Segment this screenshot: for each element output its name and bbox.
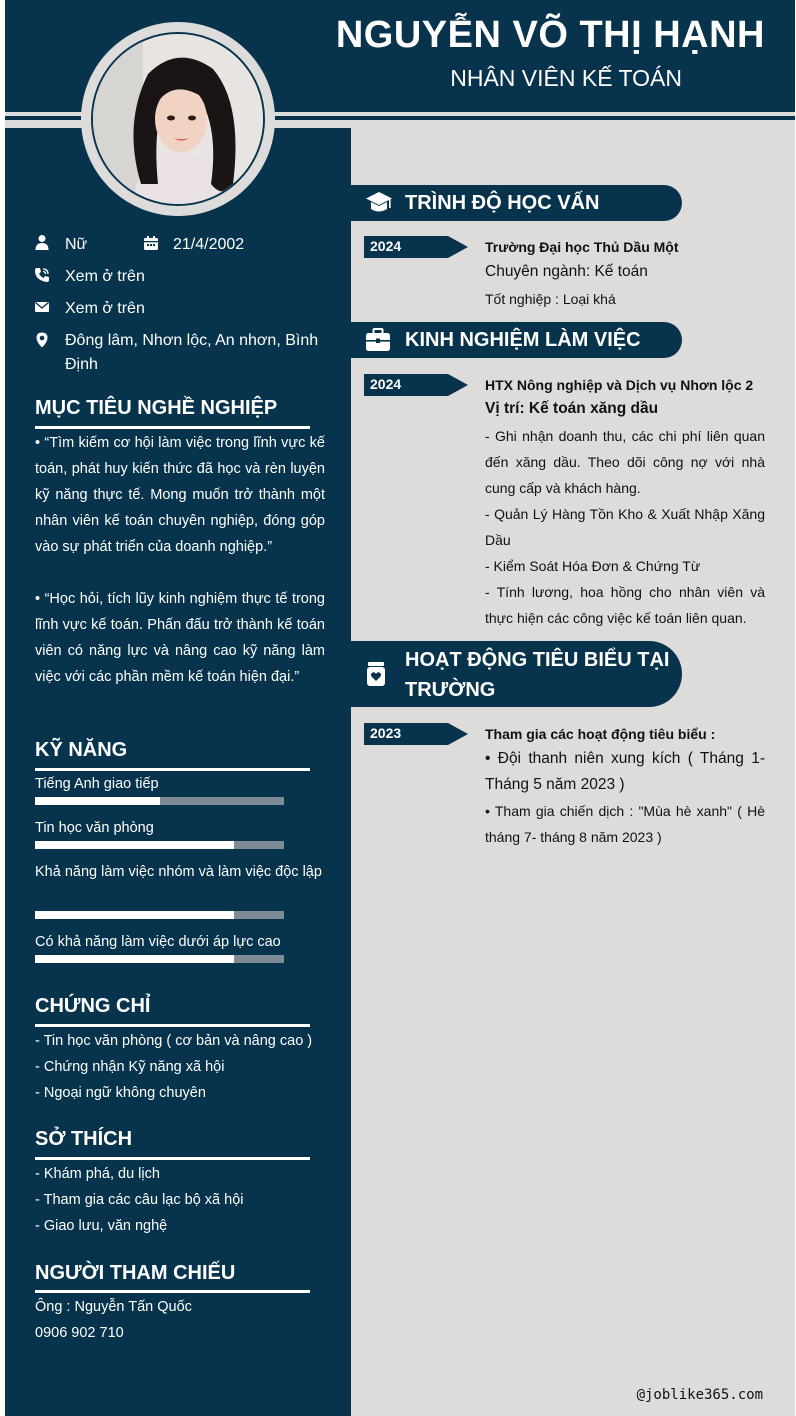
hobby-item: - Giao lưu, văn nghệ: [35, 1218, 168, 1234]
skill-bar: [35, 911, 284, 919]
education-heading: TRÌNH ĐỘ HỌC VẤN: [405, 192, 600, 214]
education-section-header: [351, 185, 682, 221]
hobbies-heading: SỞ THÍCH: [35, 1128, 133, 1150]
experience-year: 2024: [370, 376, 402, 392]
phone-value: Xem ở trên: [65, 268, 145, 285]
resume-page: [5, 0, 795, 1416]
avatar: [91, 32, 265, 206]
job-position: Vị trí: Kế toán xăng dầu: [485, 400, 659, 417]
hobby-item: - Tham gia các câu lạc bộ xã hội: [35, 1192, 244, 1208]
experience-section-header: [351, 322, 682, 358]
education-major: Chuyên ngành: Kế toán: [485, 263, 648, 280]
certificate-item: - Ngoại ngữ không chuyên: [35, 1085, 206, 1101]
duty-item: - Ghi nhận doanh thu, các chi phí liên quan đến xăng dầu. Theo dõi công nợ với nhà cung cấp và khách hàng.: [485, 428, 765, 496]
phone-icon: [34, 267, 50, 283]
skill-bar-fill: [35, 841, 234, 849]
graduation-cap-icon: [365, 190, 393, 216]
hobby-item: - Khám phá, du lịch: [35, 1166, 160, 1182]
skill-label: Tiếng Anh giao tiếp: [35, 776, 159, 792]
education-grade: Tốt nghiệp : Loại khá: [485, 291, 616, 307]
email-value: Xem ở trên: [65, 300, 145, 317]
reference-name: Ông : Nguyễn Tấn Quốc: [35, 1299, 192, 1315]
duty-item: - Tính lương, hoa hồng cho nhân viên và thực hiện các công việc kế toán liên quan.: [485, 584, 765, 626]
skill-label: Tin học văn phòng: [35, 820, 154, 836]
hobbies-divider: [35, 1157, 310, 1160]
certificates-divider: [35, 1024, 310, 1027]
certificate-item: - Chứng nhận Kỹ năng xã hội: [35, 1059, 225, 1075]
job-title: NHÂN VIÊN KẾ TOÁN: [450, 65, 682, 91]
duty-item: - Quản Lý Hàng Tồn Kho & Xuất Nhập Xăng Dầu: [485, 506, 765, 548]
activity-item: • Tham gia chiến dịch : "Mùa hè xanh" ( Hè tháng 7- tháng 8 năm 2023 ): [485, 803, 765, 845]
skill-bar-fill: [35, 797, 160, 805]
activities-section-header: [351, 641, 682, 707]
birthday-value: 21/4/2002: [173, 236, 245, 253]
calendar-icon: [143, 235, 159, 251]
person-icon: [34, 234, 50, 250]
skill-label: Có khả năng làm việc dưới áp lực cao: [35, 934, 281, 950]
reference-divider: [35, 1290, 310, 1293]
activities-year: 2023: [370, 725, 402, 741]
skill-label: Khả năng làm việc nhóm và làm việc độc lập: [35, 864, 322, 880]
skill-bar: [35, 841, 284, 849]
school-name: Trường Đại học Thủ Dầu Một: [485, 239, 679, 255]
candidate-name: NGUYỄN VÕ THỊ HẠNH: [335, 14, 765, 56]
location-pin-icon: [34, 332, 50, 348]
skill-bar: [35, 797, 284, 805]
certificate-item: - Tin học văn phòng ( cơ bản và nâng cao ): [35, 1033, 313, 1049]
email-icon: [34, 299, 50, 315]
profile-photo-frame: [81, 22, 275, 216]
certificates-heading: CHỨNG CHỈ: [35, 995, 151, 1017]
objective-heading: MỤC TIÊU NGHỀ NGHIỆP: [35, 397, 278, 419]
objective-paragraph-1: • “Tìm kiếm cơ hội làm việc trong lĩnh vực kế toán, phát huy kiến thức đã học và rèn luyện kỹ năng thực tế. Mong muốn trở thành một nhân viên kế toán chuyên nghiệp, đóng góp vào sự phát triển của doanh nghiệp.”: [35, 435, 325, 555]
objective-divider: [35, 426, 310, 429]
reference-heading: NGƯỜI THAM CHIẾU: [35, 1262, 236, 1284]
skill-bar-fill: [35, 911, 234, 919]
skill-bar-fill: [35, 955, 234, 963]
jar-heart-icon: [365, 661, 387, 687]
skills-heading: KỸ NĂNG: [35, 739, 128, 761]
education-year: 2024: [370, 238, 402, 254]
activities-heading: HOẠT ĐỘNG TIÊU BIỂU TẠI TRƯỜNG: [405, 649, 670, 701]
skill-bar: [35, 955, 284, 963]
duty-item: - Kiểm Soát Hóa Đơn & Chứng Từ: [485, 558, 701, 574]
activities-intro: Tham gia các hoạt động tiêu biểu :: [485, 726, 716, 742]
address-value: Đông lâm, Nhơn lộc, An nhơn, Bình Định: [65, 332, 319, 373]
objective-paragraph-2: • “Học hỏi, tích lũy kinh nghiệm thực tế trong lĩnh vực kế toán. Phấn đấu trở thành kế toán viên có năng lực và nâng cao kỹ năng làm việc với các phần mềm kế toán hiện đại.”: [35, 591, 325, 685]
gender-value: Nữ: [65, 236, 88, 253]
reference-phone: 0906 902 710: [35, 1325, 124, 1341]
experience-heading: KINH NGHIỆM LÀM VIỆC: [405, 329, 641, 351]
activity-item: • Đội thanh niên xung kích ( Tháng 1- Tháng 5 năm 2023 ): [485, 750, 765, 793]
site-watermark: @joblike365.com: [636, 1387, 763, 1403]
company-name: HTX Nông nghiệp và Dịch vụ Nhơn lộc 2: [485, 377, 754, 393]
briefcase-icon: [365, 328, 391, 352]
